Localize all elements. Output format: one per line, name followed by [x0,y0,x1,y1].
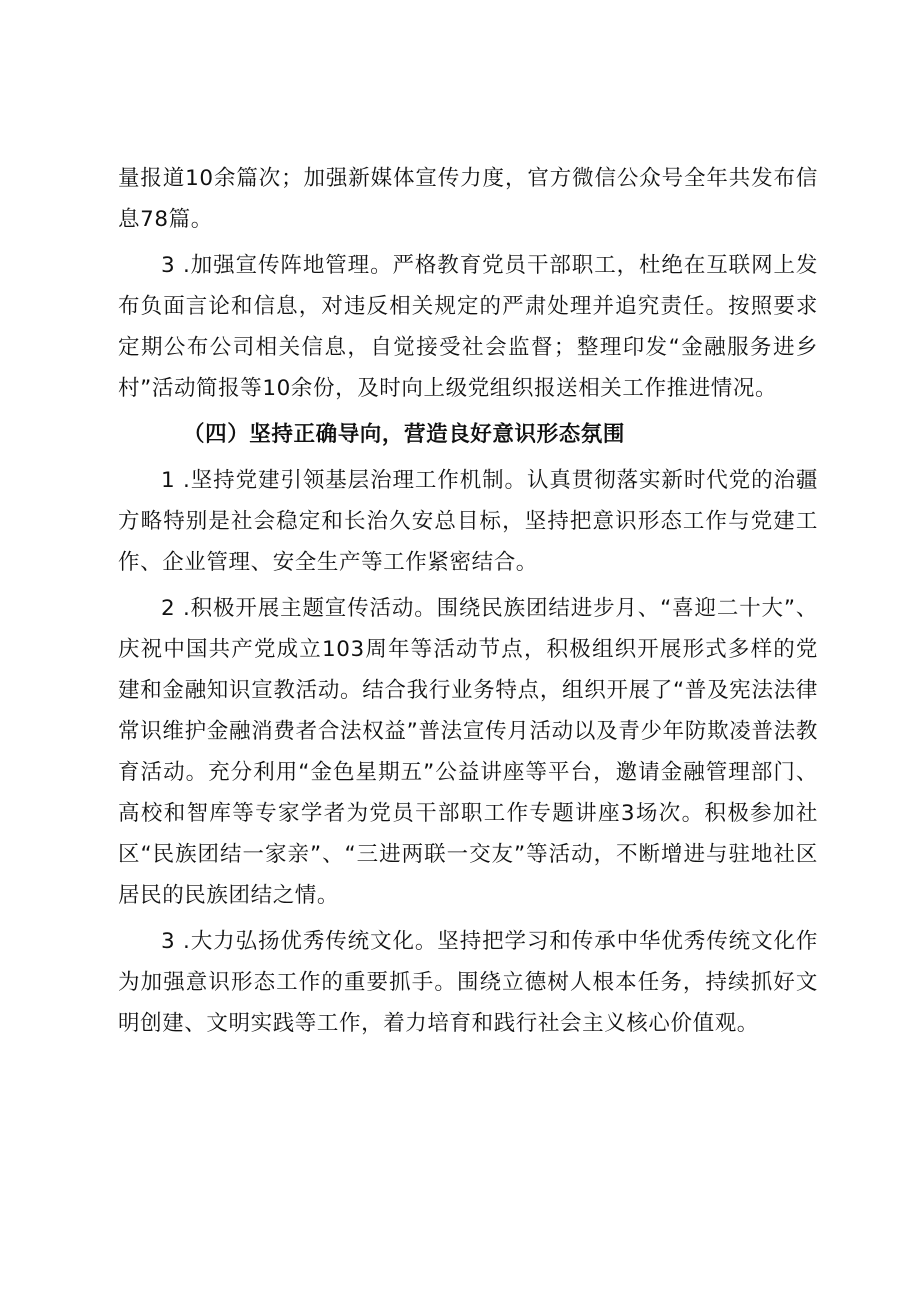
paragraph-item-1-governance: 1 .坚持党建引领基层治理工作机制。认真贯彻落实新时代党的治疆方略特别是社会稳定和长治久安总目标，坚持把意识形态工作与党建工作、企业管理、安全生产等工作紧密结合。 [118,468,818,575]
section-heading-4: （四）坚持正确导向，营造良好意识形态氛围 [183,422,626,447]
document-body [118,158,818,1044]
paragraph-item-3-traditional-culture: 3 .大力弘扬优秀传统文化。坚持把学习和传承中华优秀传统文化作为加强意识形态工作的重要抓手。围绕立德树人根本任务，持续抓好文明创建、文明实践等工作，着力培育和践行社会主义核心价值观。 [118,929,818,1036]
paragraph-item-2-themed-activities: 2 .积极开展主题宣传活动。围绕民族团结进步月、“喜迎二十大”、庆祝中国共产党成立103周年等活动节点，积极组织开展形式多样的党建和金融知识宣教活动。结合我行业务特点，组织开展了“普及宪法法律常识维护金融消费者合法权益”普法宣传月活动以及青少年防欺凌普法教育活动。充分利用“金色星期五”公益讲座等平台，邀请金融管理部门、高校和智库等专家学者为党员干部职工作专题讲座3场次。积极参加社区“民族团结一家亲”、“三进两联一交友”等活动，不断增进与驻地社区居民的民族团结之情。 [118,596,818,908]
paragraph-continuation: 量报道10余篇次；加强新媒体宣传力度，官方微信公众号全年共发布信息78篇。 [118,166,818,232]
paragraph-item-3-propaganda: 3 .加强宣传阵地管理。严格教育党员干部职工，杜绝在互联网上发布负面言论和信息，对违反相关规定的严肃处理并追究责任。按照要求定期公布公司相关信息，自觉接受社会监督；整理印发“金融服务进乡村”活动简报等10余份，及时向上级党组织报送相关工作推进情况。 [118,253,818,401]
